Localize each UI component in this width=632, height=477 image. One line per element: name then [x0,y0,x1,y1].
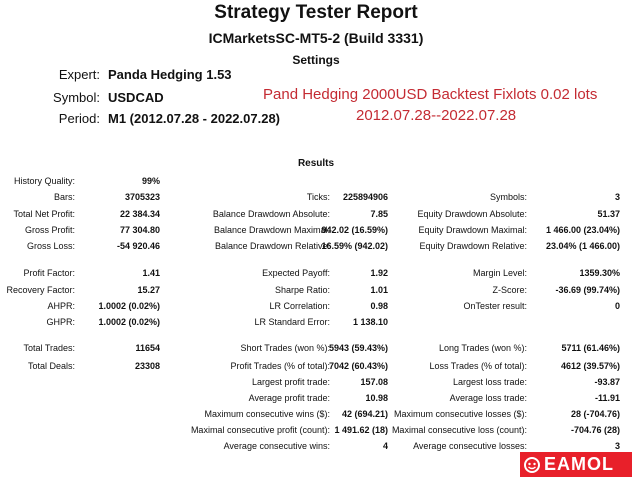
col3-stat-label: Equity Drawdown Absolute: [417,209,527,219]
backtest-note: Pand Hedging 2000USD Backtest Fixlots 0.02 lots [263,86,598,103]
col3-stat-label: Long Trades (won %): [438,343,527,353]
col1-stat-label: AHPR: [47,301,75,311]
col2-stat-value: 1 138.10 [352,317,388,327]
col2-stat-label: Average consecutive wins: [223,441,330,451]
col3-stat-value: 4612 (39.57%) [560,361,620,371]
col3-stat-value: -36.69 (99.74%) [555,285,620,295]
col1-stat-label: History Quality: [13,176,75,186]
col3-stat-label: Z-Score: [492,285,527,295]
col2-stat-value: 942.02 (16.59%) [321,225,388,235]
col2-stat-label: Balance Drawdown Absolute: [212,209,330,219]
col2-stat-label: Average profit trade: [248,393,330,403]
col2-stat-label: Profit Trades (% of total): [230,361,330,371]
col3-stat-label: Maximum consecutive losses ($): [393,409,527,419]
col3-stat-label: Loss Trades (% of total): [429,361,527,371]
col3-stat-label: Equity Drawdown Maximal: [418,225,527,235]
col1-stat-value: 77 304.80 [119,225,160,235]
col2-stat-label: Balance Drawdown Maximal: [213,225,330,235]
col1-stat-label: Gross Profit: [24,225,75,235]
server-build: ICMarketsSC-MT5-2 (Build 3331) [208,30,424,46]
expert-value: Panda Hedging 1.53 [108,67,232,82]
settings-heading: Settings [292,53,340,67]
col1-stat-value: 23308 [134,361,160,371]
col1-stat-value: 15.27 [137,285,160,295]
col3-stat-value: 51.37 [597,209,620,219]
col3-stat-label: Maximal consecutive loss (count): [391,425,527,435]
col2-stat-value: 1 491.62 (18) [334,425,388,435]
col2-stat-value: 7042 (60.43%) [328,361,388,371]
col1-stat-label: Recovery Factor: [6,285,75,295]
col1-stat-value: -54 920.46 [116,241,160,251]
col2-stat-value: 1.92 [370,268,388,278]
col2-stat-label: Ticks: [306,192,330,202]
col1-stat-label: GHPR: [46,317,75,327]
eamol-logo [520,452,632,477]
col2-stat-value: 5943 (59.43%) [328,343,388,353]
col2-stat-value: 4 [382,441,388,451]
col1-stat-value: 1.0002 (0.02%) [98,317,160,327]
col2-stat-label: LR Standard Error: [254,317,330,327]
col1-stat-label: Gross Loss: [26,241,75,251]
col1-stat-label: Profit Factor: [23,268,75,278]
col2-stat-label: LR Correlation: [269,301,330,311]
col3-stat-value: -704.76 (28) [570,425,620,435]
col2-stat-label: Expected Payoff: [262,268,330,278]
col1-stat-value: 1.41 [142,268,160,278]
col3-stat-value: 23.04% (1 466.00) [545,241,620,251]
col3-stat-label: Average consecutive losses: [413,441,527,451]
col2-stat-value: 225894906 [342,192,388,202]
col2-stat-label: Maximal consecutive profit (count): [190,425,330,435]
col2-stat-value: 157.08 [360,377,388,387]
col2-stat-label: Sharpe Ratio: [274,285,330,295]
col1-stat-label: Total Deals: [27,361,75,371]
col2-stat-value: 42 (694.21) [341,409,388,419]
col3-stat-label: Symbols: [489,192,527,202]
col3-stat-value: 3 [614,192,620,202]
col2-stat-label: Largest profit trade: [251,377,330,387]
col2-stat-value: 16.59% (942.02) [321,241,388,251]
col1-stat-value: 11654 [135,343,160,353]
col3-stat-value: 3 [614,441,620,451]
symbol-value: USDCAD [108,90,164,105]
col2-stat-value: 1.01 [370,285,388,295]
col2-stat-value: 7.85 [370,209,388,219]
smile-face-icon [524,457,540,473]
col2-stat-label: Maximum consecutive wins ($): [204,409,330,419]
logo-text: EAMOL [544,454,614,474]
col3-stat-value: 5711 (61.46%) [561,343,620,353]
col1-stat-value: 1.0002 (0.02%) [98,301,160,311]
col3-stat-label: Largest loss trade: [452,377,527,387]
col1-stat-label: Total Trades: [23,343,75,353]
col3-stat-value: -93.87 [594,377,620,387]
col2-stat-value: 0.98 [370,301,388,311]
symbol-label: Symbol: [53,90,100,105]
col3-stat-label: Equity Drawdown Relative: [419,241,527,251]
col2-stat-value: 10.98 [365,393,388,403]
report-title: Strategy Tester Report [214,2,418,23]
col3-stat-value: -11.91 [594,393,620,403]
col1-stat-value: 3705323 [124,192,160,202]
col1-stat-label: Total Net Profit: [13,209,75,219]
col2-stat-label: Balance Drawdown Relative: [214,241,330,251]
col3-stat-value: 28 (-704.76) [570,409,620,419]
expert-label: Expert: [58,67,100,82]
col3-stat-label: Margin Level: [472,268,527,278]
col1-stat-value: 22 384.34 [119,209,160,219]
period-value: M1 (2012.07.28 - 2022.07.28) [108,111,281,126]
backtest-date-range: 2012.07.28--2022.07.28 [356,107,517,124]
col3-stat-value: 1359.30% [579,268,620,278]
col3-stat-value: 0 [614,301,620,311]
col3-stat-label: Average loss trade: [449,393,527,403]
col1-stat-value: 99% [141,176,160,186]
col3-stat-label: OnTester result: [463,301,527,311]
col3-stat-value: 1 466.00 (23.04%) [545,225,620,235]
results-heading: Results [297,158,335,169]
col1-stat-label: Bars: [53,192,75,202]
period-label: Period: [58,111,100,126]
col2-stat-label: Short Trades (won %): [240,343,330,353]
